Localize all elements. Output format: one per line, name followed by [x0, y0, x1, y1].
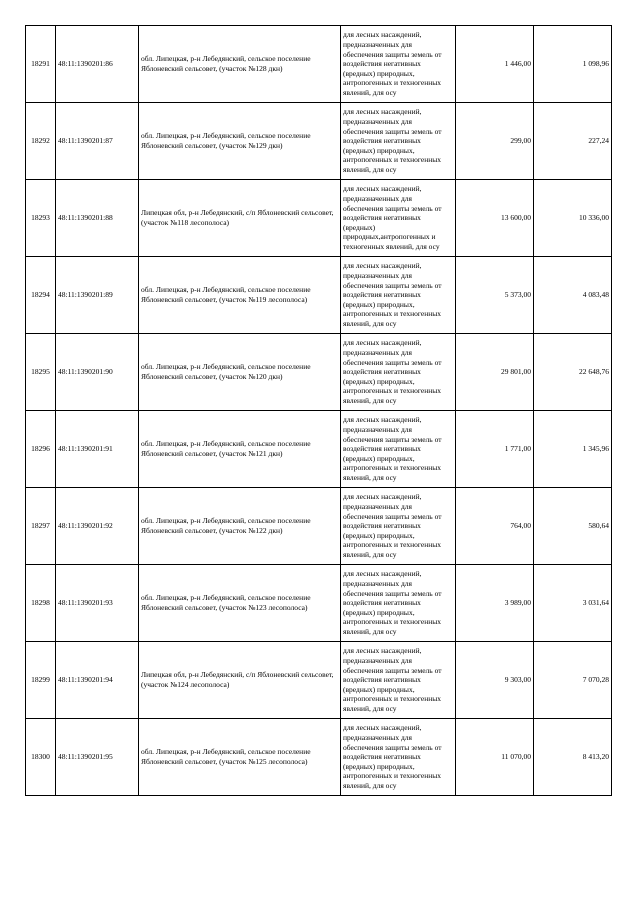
address-cell: обл. Липецкая, р-н Лебедянский, сельское поселение Яблоневский сельсовет, (участок №128 дкн) — [139, 26, 341, 103]
row-number-cell: 18292 — [26, 103, 56, 180]
table-row — [26, 642, 612, 719]
address-cell: обл. Липецкая, р-н Лебедянский, сельское поселение Яблоневский сельсовет, (участок №121 дкн) — [139, 411, 341, 488]
value-cell: 227,24 — [534, 103, 612, 180]
table-row — [26, 26, 612, 103]
table-row — [26, 719, 612, 796]
area-cell: 3 989,00 — [456, 565, 534, 642]
cadastral-number-cell: 48:11:1390201:95 — [56, 719, 139, 796]
area-cell: 9 303,00 — [456, 642, 534, 719]
table-body — [26, 26, 612, 796]
cadastral-number-cell: 48:11:1390201:87 — [56, 103, 139, 180]
cadastral-number-cell: 48:11:1390201:88 — [56, 180, 139, 257]
row-number-cell: 18291 — [26, 26, 56, 103]
table-row — [26, 488, 612, 565]
area-cell: 11 070,00 — [456, 719, 534, 796]
cadastral-number-cell: 48:11:1390201:92 — [56, 488, 139, 565]
address-cell: Липецкая обл, р-н Лебедянский, с/п Яблоневский сельсовет, (участок №124 лесополоса) — [139, 642, 341, 719]
value-cell: 8 413,20 — [534, 719, 612, 796]
area-cell: 299,00 — [456, 103, 534, 180]
area-cell: 764,00 — [456, 488, 534, 565]
land-purpose-cell: для лесных насаждений, предназначенных для обеспечения защиты земель от воздействия негативных (вредных) природных, антропогенных и техногенных явлений, для осу — [341, 719, 456, 796]
cadastral-number-cell: 48:11:1390201:93 — [56, 565, 139, 642]
land-purpose-cell: для лесных насаждений, предназначенных для обеспечения защиты земель от воздействия негативных (вредных) природных, антропогенных и техногенных явлений, для осу — [341, 334, 456, 411]
table-row — [26, 334, 612, 411]
table-row — [26, 103, 612, 180]
area-cell: 1 771,00 — [456, 411, 534, 488]
land-purpose-cell: для лесных насаждений, предназначенных для обеспечения защиты земель от воздействия негативных (вредных) природных,антропогенных и техногенных явлений, для осу — [341, 180, 456, 257]
value-cell: 1 345,96 — [534, 411, 612, 488]
area-cell: 13 600,00 — [456, 180, 534, 257]
address-cell: обл. Липецкая, р-н Лебедянский, сельское поселение Яблоневский сельсовет, (участок №125 лесополоса) — [139, 719, 341, 796]
land-purpose-cell: для лесных насаждений, предназначенных для обеспечения защиты земель от воздействия негативных (вредных) природных, антропогенных и техногенных явлений, для осу — [341, 103, 456, 180]
table-row — [26, 565, 612, 642]
table-row — [26, 180, 612, 257]
address-cell: обл. Липецкая, р-н Лебедянский, сельское поселение Яблоневский сельсовет, (участок №123 лесополоса) — [139, 565, 341, 642]
land-purpose-cell: для лесных насаждений, предназначенных для обеспечения защиты земель от воздействия негативных (вредных) природных, антропогенных и техногенных явлений, для осу — [341, 488, 456, 565]
row-number-cell: 18293 — [26, 180, 56, 257]
row-number-cell: 18297 — [26, 488, 56, 565]
cadastral-number-cell: 48:11:1390201:94 — [56, 642, 139, 719]
row-number-cell: 18295 — [26, 334, 56, 411]
address-cell: обл. Липецкая, р-н Лебедянский, сельское поселение Яблоневский сельсовет, (участок №122 дкн) — [139, 488, 341, 565]
land-purpose-cell: для лесных насаждений, предназначенных для обеспечения защиты земель от воздействия негативных (вредных) природных, антропогенных и техногенных явлений, для осу — [341, 565, 456, 642]
table-row — [26, 257, 612, 334]
land-purpose-cell: для лесных насаждений, предназначенных для обеспечения защиты земель от воздействия негативных (вредных) природных, антропогенных и техногенных явлений, для осу — [341, 642, 456, 719]
land-purpose-cell: для лесных насаждений, предназначенных для обеспечения защиты земель от воздействия негативных (вредных) природных, антропогенных и техногенных явлений, для осу — [341, 26, 456, 103]
area-cell: 5 373,00 — [456, 257, 534, 334]
address-cell: обл. Липецкая, р-н Лебедянский, сельское поселение Яблоневский сельсовет, (участок №129 дкн) — [139, 103, 341, 180]
cadastral-number-cell: 48:11:1390201:90 — [56, 334, 139, 411]
land-purpose-cell: для лесных насаждений, предназначенных для обеспечения защиты земель от воздействия негативных (вредных) природных, антропогенных и техногенных явлений, для осу — [341, 411, 456, 488]
table-row — [26, 411, 612, 488]
value-cell: 10 336,00 — [534, 180, 612, 257]
value-cell: 22 648,76 — [534, 334, 612, 411]
address-cell: обл. Липецкая, р-н Лебедянский, сельское поселение Яблоневский сельсовет, (участок №119 лесополоса) — [139, 257, 341, 334]
cadastral-number-cell: 48:11:1390201:89 — [56, 257, 139, 334]
address-cell: обл. Липецкая, р-н Лебедянский, сельское поселение Яблоневский сельсовет, (участок №120 дкн) — [139, 334, 341, 411]
cadastral-number-cell: 48:11:1390201:91 — [56, 411, 139, 488]
land-purpose-cell: для лесных насаждений, предназначенных для обеспечения защиты земель от воздействия негативных (вредных) природных, антропогенных и техногенных явлений, для осу — [341, 257, 456, 334]
row-number-cell: 18294 — [26, 257, 56, 334]
row-number-cell: 18299 — [26, 642, 56, 719]
land-registry-table — [25, 25, 612, 796]
address-cell: Липецкая обл, р-н Лебедянский, с/п Яблоневский сельсовет, (участок №118 лесополоса) — [139, 180, 341, 257]
value-cell: 1 098,96 — [534, 26, 612, 103]
row-number-cell: 18300 — [26, 719, 56, 796]
row-number-cell: 18298 — [26, 565, 56, 642]
area-cell: 29 801,00 — [456, 334, 534, 411]
cadastral-number-cell: 48:11:1390201:86 — [56, 26, 139, 103]
value-cell: 7 070,28 — [534, 642, 612, 719]
value-cell: 3 031,64 — [534, 565, 612, 642]
area-cell: 1 446,00 — [456, 26, 534, 103]
row-number-cell: 18296 — [26, 411, 56, 488]
value-cell: 580,64 — [534, 488, 612, 565]
value-cell: 4 083,48 — [534, 257, 612, 334]
